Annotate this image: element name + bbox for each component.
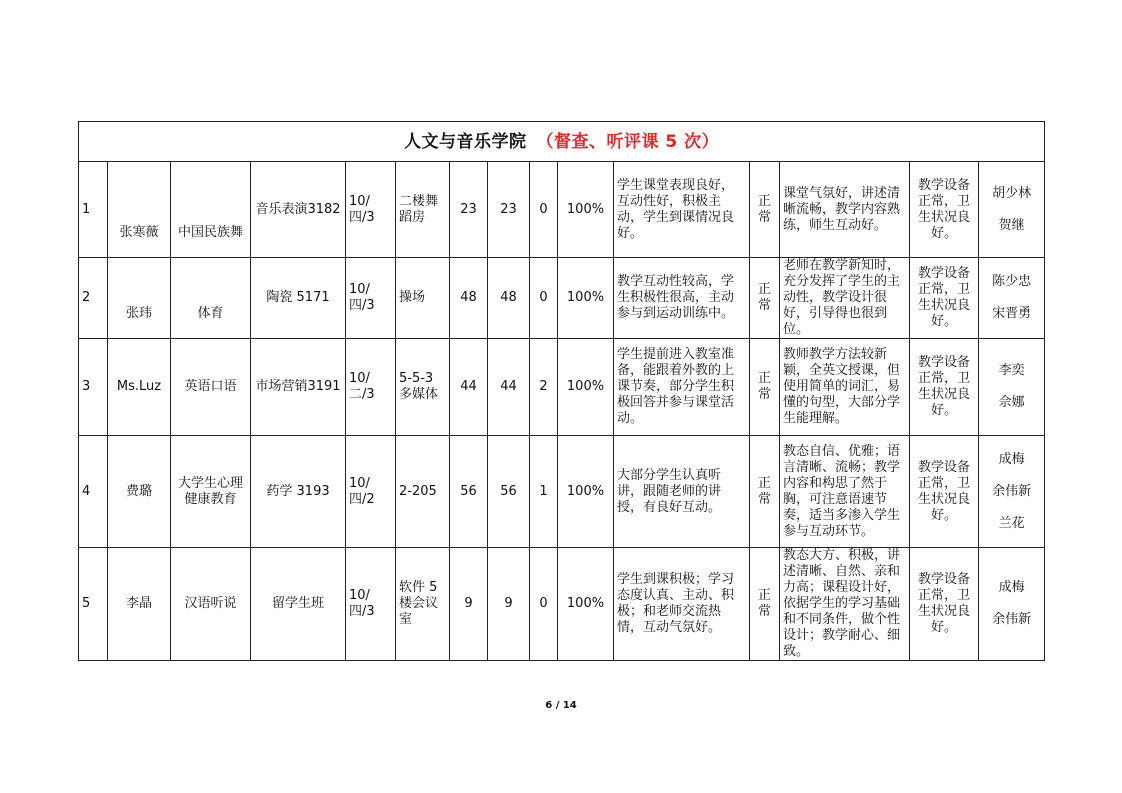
class-time: 10/四/3 [346,162,396,258]
inspector-name: 李奕 [998,363,1025,378]
course-name: 体育 [171,258,251,339]
inspectors [979,548,1045,661]
absent-count: 2 [530,339,558,436]
course-name: 汉语听说 [171,548,251,661]
classroom: 2-205 [396,436,450,548]
course-name: 中国民族舞 [171,162,251,258]
inspector-name: 兰花 [998,515,1025,531]
absent-count: 0 [530,258,558,339]
absent-count: 0 [530,162,558,258]
facility-status: 教学设备正常，卫生状况良好。 [910,258,979,339]
inspector-name: 贺继 [998,217,1025,233]
absent-count: 1 [530,436,558,548]
teacher-name: 李晶 [108,548,171,661]
teacher-evaluation: 教师教学方法较新颖，全英文授课，但使用简单的词汇，易懂的句型，大部分学生能理解。 [780,339,910,436]
attendance-rate: 100% [558,162,614,258]
actual-count: 9 [488,548,530,661]
student-evaluation: 教学互动性较高，学生积极性很高，主动参与到运动训练中。 [614,258,750,339]
teacher-evaluation: 老师在教学新知时，充分发挥了学生的主动性，教学设计很好，引导得也很到位。 [780,258,910,339]
teacher-evaluation: 教态大方、积极，讲述清晰、自然、亲和力高；课程设计好，依据学生的学习基础和不同条件，做个性设计；教学耐心、细致。 [780,548,910,661]
classroom: 软件 5 楼会议室 [396,548,450,661]
table-row [79,548,1045,661]
class-order: 正常 [750,162,780,258]
student-evaluation: 学生课堂表现良好，互动性好，积极主动，学生到课情况良好。 [614,162,750,258]
classroom: 5-5-3多媒体 [396,339,450,436]
attendance-rate: 100% [558,436,614,548]
title-sub: （督查、听评课 5 次） [536,131,720,152]
actual-count: 48 [488,258,530,339]
course-name: 英语口语 [171,339,251,436]
row-number: 1 [79,162,108,258]
table-row [79,162,1045,258]
inspector-name: 成梅 [998,580,1025,595]
attendance-rate: 100% [558,548,614,661]
expected-count: 48 [450,258,488,339]
class-time: 10/二/3 [346,339,396,436]
class-name: 市场营销3191 [251,339,346,436]
inspector-name: 宋晋勇 [992,306,1032,321]
page-number: 6 / 14 [545,700,577,711]
table-row [79,436,1045,548]
row-number: 3 [79,339,108,436]
expected-count: 23 [450,162,488,258]
class-time: 10/四/3 [346,258,396,339]
table-title [79,122,1045,162]
actual-count: 23 [488,162,530,258]
inspection-table [78,121,1045,661]
class-order: 正常 [750,436,780,548]
table-row [79,258,1045,339]
teacher-name: 张玮 [108,258,171,339]
class-order: 正常 [750,548,780,661]
teacher-name: 张寒薇 [108,162,171,258]
inspectors [979,339,1045,436]
inspectors [979,162,1045,258]
teacher-name: Ms.Luz [108,339,171,436]
student-evaluation: 学生提前进入教室准备，能跟着外教的上课节奏，部分学生积极回答并参与课堂活动。 [614,339,750,436]
title-main: 人文与音乐学院 [403,131,527,152]
actual-count: 44 [488,339,530,436]
facility-status: 教学设备正常，卫生状况良好。 [910,436,979,548]
facility-status: 教学设备正常，卫生状况良好。 [910,339,979,436]
row-number: 4 [79,436,108,548]
class-time: 10/四/3 [346,548,396,661]
expected-count: 44 [450,339,488,436]
student-evaluation: 大部分学生认真听讲，跟随老师的讲授，有良好互动。 [614,436,750,548]
table-row [79,339,1045,436]
classroom: 二楼舞蹈房 [396,162,450,258]
class-order: 正常 [750,339,780,436]
expected-count: 56 [450,436,488,548]
inspector-name: 成梅 [998,451,1025,467]
class-name: 留学生班 [251,548,346,661]
inspectors [979,436,1045,548]
inspector-name: 陈少忠 [992,274,1032,289]
title-row [79,122,1045,162]
expected-count: 9 [450,548,488,661]
course-name: 大学生心理健康教育 [171,436,251,548]
row-number: 2 [79,258,108,339]
teacher-evaluation: 教态自信、优雅；语言清晰、流畅；教学内容和构思了然于胸，可注意语速节奏，适当多渗入学生参与互动环节。 [780,436,910,548]
inspector-name: 胡少林 [992,185,1032,201]
class-name: 药学 3193 [251,436,346,548]
absent-count: 0 [530,548,558,661]
teacher-name: 费璐 [108,436,171,548]
inspector-name: 余伟新 [992,612,1032,627]
class-order: 正常 [750,258,780,339]
class-name: 音乐表演3182 [251,162,346,258]
row-number: 5 [79,548,108,661]
attendance-rate: 100% [558,339,614,436]
actual-count: 56 [488,436,530,548]
class-name: 陶瓷 5171 [251,258,346,339]
inspector-name: 佘娜 [998,395,1025,410]
class-time: 10/四/2 [346,436,396,548]
facility-status: 教学设备正常，卫生状况良好。 [910,548,979,661]
student-evaluation: 学生到课积极；学习态度认真、主动、积极；和老师交流热情，互动气氛好。 [614,548,750,661]
inspectors [979,258,1045,339]
inspector-name: 余伟新 [992,483,1032,499]
teacher-evaluation: 课堂气氛好，讲述清晰流畅，教学内容熟练，师生互动好。 [780,162,910,258]
attendance-rate: 100% [558,258,614,339]
facility-status: 教学设备正常，卫生状况良好。 [910,162,979,258]
classroom: 操场 [396,258,450,339]
